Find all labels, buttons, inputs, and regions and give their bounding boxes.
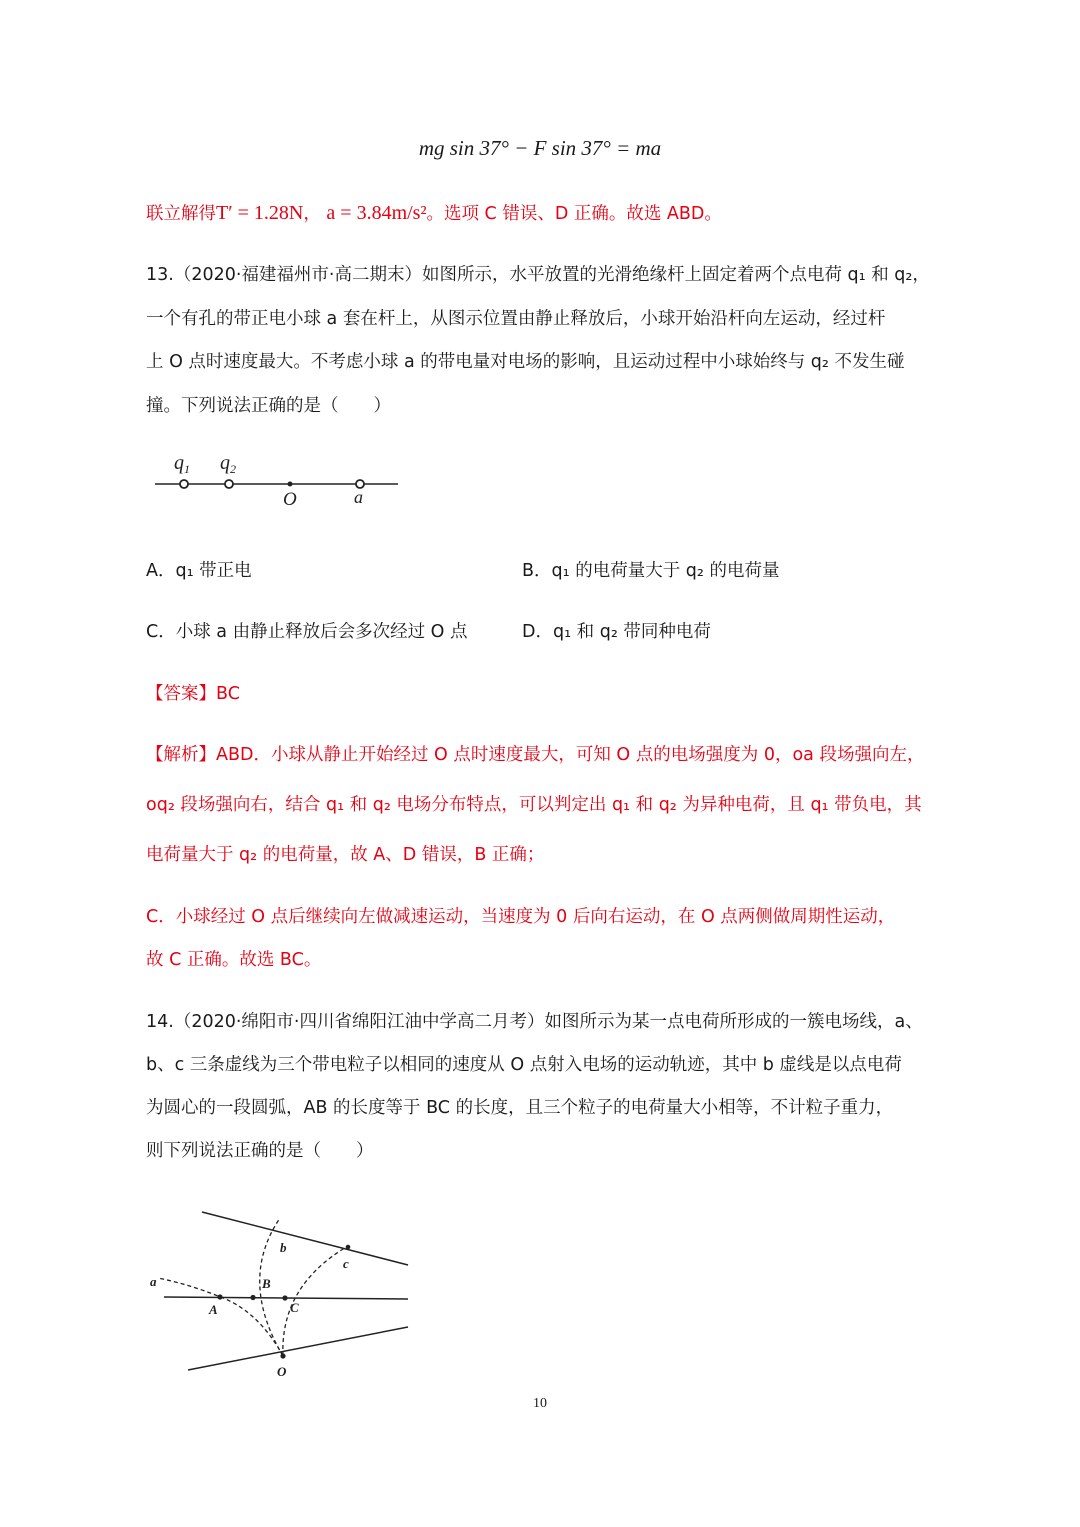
- q13-answer: 【答案】BC: [146, 684, 240, 704]
- field-line-top: [202, 1212, 408, 1265]
- q14-line-4: 则下列说法正确的是（ ）: [146, 1141, 374, 1161]
- solution-sep: ，: [303, 204, 321, 224]
- label-c: c: [343, 1256, 349, 1271]
- equation-line: mg sin 37° − F sin 37° = ma: [418, 136, 662, 160]
- field-line-bottom: [188, 1327, 408, 1370]
- q13-analysis-3: 电荷量大于 q₂ 的电荷量，故 A、D 错误，B 正确；: [146, 845, 545, 865]
- acceleration-value: a = 3.84m/s²: [326, 202, 427, 224]
- point-C: [282, 1295, 287, 1300]
- point-o-dot: [288, 482, 293, 487]
- q13-line-3: 上 O 点时速度最大。不考虑小球 a 的带电量对电场的影响，且运动过程中小球始终与 q₂ 不发生碰: [146, 352, 905, 372]
- label-a: a: [354, 487, 363, 507]
- q13-analysis-5: 故 C 正确。故选 BC。: [146, 950, 322, 970]
- solution-prefix: 联立解得: [146, 204, 216, 224]
- point-B: [250, 1295, 255, 1300]
- label-o: O: [283, 489, 297, 510]
- label-O: O: [277, 1364, 287, 1379]
- point-A: [217, 1294, 222, 1299]
- option-b: B．q₁ 的电荷量大于 q₂ 的电荷量: [522, 561, 780, 581]
- q13-rod-figure: [150, 445, 405, 515]
- option-c: C．小球 a 由静止释放后会多次经过 O 点: [146, 622, 468, 642]
- tension-value: T′ = 1.28N: [216, 202, 304, 224]
- label-B: B: [262, 1276, 271, 1291]
- prev-solution-line: [146, 199, 952, 228]
- label-C: C: [290, 1300, 299, 1315]
- point-c-cross: [346, 1245, 351, 1250]
- label-b: b: [280, 1240, 287, 1255]
- option-a: A．q₁ 带正电: [146, 561, 252, 581]
- q13-analysis-4: C．小球经过 O 点后继续向左做减速运动，当速度为 0 后向右运动，在 O 点两侧做周期性运动，: [146, 907, 896, 927]
- q14-line-1: 14.（2020·绵阳市·四川省绵阳江油中学高二月考）如图所示为某一点电荷所形成的一簇电场线，a、: [146, 1012, 923, 1032]
- label-a: a: [150, 1274, 157, 1289]
- solution-suffix: 。选项 C 错误、D 正确。故选 ABD。: [426, 204, 722, 224]
- q13-line-2: 一个有孔的带正电小球 a 套在杆上，从图示位置由静止释放后，小球开始沿杆向左运动，经过杆: [146, 309, 886, 329]
- q13-analysis-1: 【解析】ABD．小球从静止开始经过 O 点时速度最大，可知 O 点的电场强度为 0，oa 段场强向左，: [146, 745, 925, 765]
- q14-line-3: 为圆心的一段圆弧，AB 的长度等于 BC 的长度，且三个粒子的电荷量大小相等，不计粒子重力，: [146, 1098, 894, 1118]
- q13-analysis-2: oq₂ 段场强向右，结合 q₁ 和 q₂ 电场分布特点，可以判定出 q₁ 和 q₂ 为异种电荷，且 q₁ 带负电，其: [146, 795, 922, 815]
- q13-line-1: 13.（2020·福建福州市·高二期末）如图所示，水平放置的光滑绝缘杆上固定着两个点电荷 q₁ 和 q₂，: [146, 265, 930, 285]
- q14-line-2: b、c 三条虚线为三个带电粒子以相同的速度从 O 点射入电场的运动轨迹，其中 b 虚线是以点电荷: [146, 1055, 902, 1075]
- page-number: 10: [533, 1396, 547, 1411]
- label-A: A: [209, 1302, 218, 1317]
- label-q2: $q_2$: [220, 452, 236, 476]
- charge-q1-dot: [180, 480, 188, 488]
- q13-line-4: 撞。下列说法正确的是（ ）: [146, 396, 391, 416]
- point-O: [280, 1353, 285, 1358]
- label-q1: $q_1$: [174, 452, 190, 476]
- charge-q2-dot: [225, 480, 233, 488]
- q14-field-figure: [140, 1200, 420, 1380]
- option-d: D．q₁ 和 q₂ 带同种电荷: [522, 622, 711, 642]
